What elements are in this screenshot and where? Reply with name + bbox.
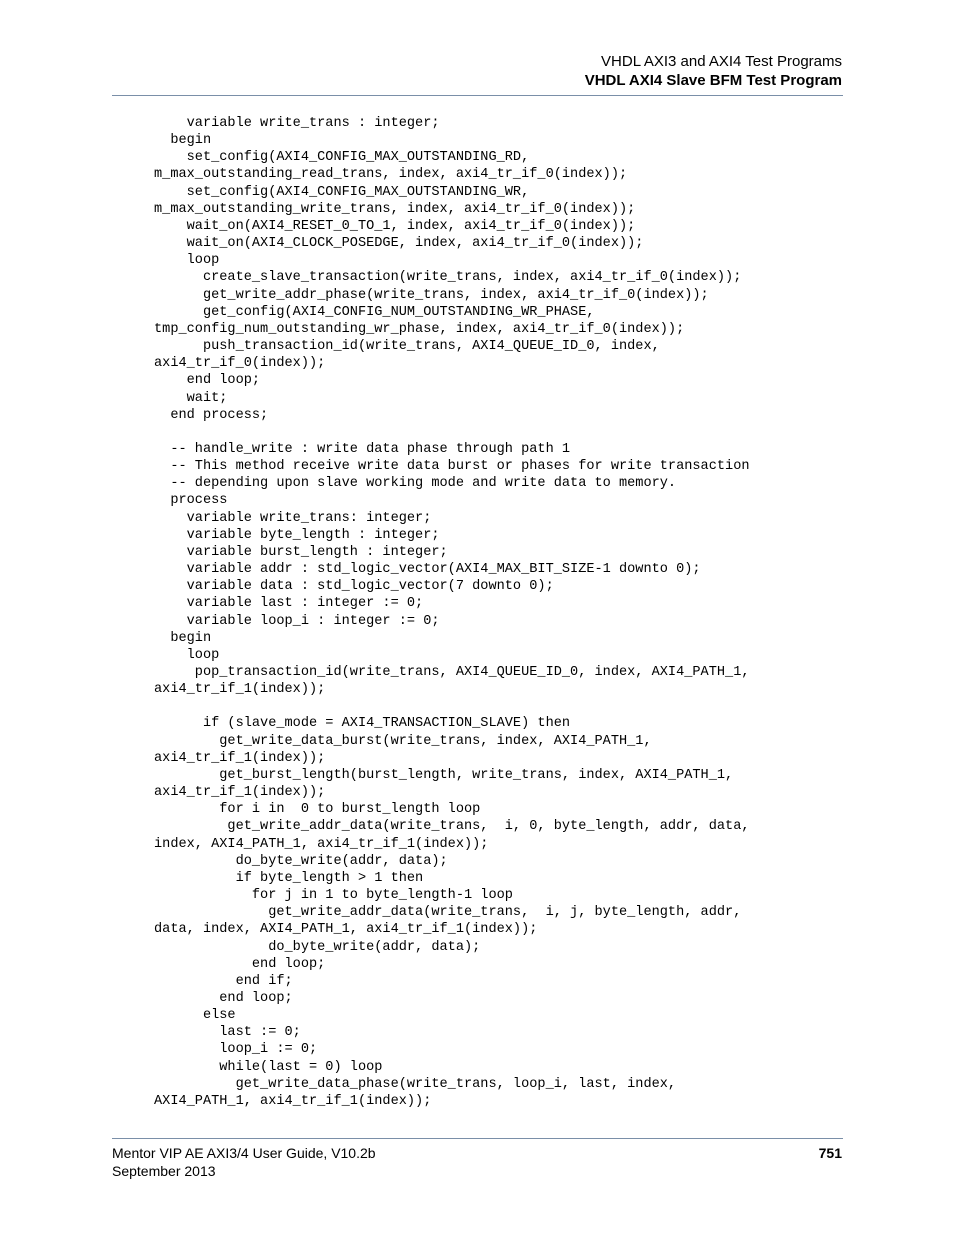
code-line: variable addr : std_logic_vector(AXI4_MAX_BIT_SIZE-1 downto 0); <box>154 562 701 578</box>
code-line: AXI4_PATH_1, axi4_tr_if_1(index)); <box>154 1093 432 1109</box>
code-line: m_max_outstanding_read_trans, index, axi4_tr_if_0(index)); <box>154 167 628 183</box>
code-line: loop_i := 0; <box>154 1042 318 1058</box>
code-line: index, AXI4_PATH_1, axi4_tr_if_1(index)); <box>154 836 489 852</box>
code-line: loop <box>154 253 220 269</box>
code-line: variable byte_length : integer; <box>154 527 440 543</box>
publication-date: September 2013 <box>112 1163 216 1179</box>
code-line: begin <box>154 133 212 149</box>
code-line: if byte_length > 1 then <box>154 870 424 886</box>
code-line: variable write_trans : integer; <box>154 116 440 131</box>
code-line: axi4_tr_if_1(index)); <box>154 785 326 801</box>
code-line: last := 0; <box>154 1025 301 1041</box>
code-line: else <box>154 1008 236 1024</box>
code-line: get_write_data_burst(write_trans, index, AXI4_PATH_1, <box>154 733 652 749</box>
page-number: 751 <box>818 1145 842 1161</box>
code-line: for i in 0 to burst_length loop <box>154 802 481 818</box>
code-line: end loop; <box>154 990 293 1006</box>
code-line: begin <box>154 630 212 646</box>
code-line: if (slave_mode = AXI4_TRANSACTION_SLAVE) then <box>154 716 571 732</box>
code-line: while(last = 0) loop <box>154 1059 383 1075</box>
footer-divider <box>112 1138 843 1139</box>
code-line: pop_transaction_id(write_trans, AXI4_QUEUE_ID_0, index, AXI4_PATH_1, <box>154 665 750 680</box>
code-line: axi4_tr_if_1(index)); <box>154 682 326 698</box>
code-line: wait_on(AXI4_CLOCK_POSEDGE, index, axi4_tr_if_0(index)); <box>154 236 644 252</box>
code-listing <box>154 115 750 1110</box>
code-line: for j in 1 to byte_length-1 loop <box>154 888 513 904</box>
code-line: axi4_tr_if_1(index)); <box>154 750 326 766</box>
chapter-title: VHDL AXI3 and AXI4 Test Programs <box>601 53 842 70</box>
code-line: variable write_trans: integer; <box>154 510 432 526</box>
code-line: end if; <box>154 973 293 989</box>
code-line: axi4_tr_if_0(index)); <box>154 356 326 372</box>
code-line: create_slave_transaction(write_trans, index, axi4_tr_if_0(index)); <box>154 270 742 286</box>
code-line: end loop; <box>154 956 326 972</box>
guide-title: Mentor VIP AE AXI3/4 User Guide, V10.2b <box>112 1145 376 1161</box>
code-line: push_transaction_id(write_trans, AXI4_QUEUE_ID_0, index, <box>154 339 660 355</box>
code-line: wait_on(AXI4_RESET_0_TO_1, index, axi4_tr_if_0(index)); <box>154 218 636 234</box>
code-line: end loop; <box>154 373 261 389</box>
code-line: m_max_outstanding_write_trans, index, axi4_tr_if_0(index)); <box>154 201 636 217</box>
code-line: tmp_config_num_outstanding_wr_phase, index, axi4_tr_if_0(index)); <box>154 321 685 337</box>
code-line: set_config(AXI4_CONFIG_MAX_OUTSTANDING_WR, <box>154 184 530 200</box>
code-line: get_write_addr_phase(write_trans, index, axi4_tr_if_0(index)); <box>154 287 709 303</box>
code-line: do_byte_write(addr, data); <box>154 853 448 869</box>
code-line: do_byte_write(addr, data); <box>154 939 481 955</box>
code-line: -- This method receive write data burst or phases for write transaction <box>154 459 750 475</box>
code-line: get_write_data_phase(write_trans, loop_i, last, index, <box>154 1076 677 1092</box>
code-line: get_config(AXI4_CONFIG_NUM_OUTSTANDING_WR_PHASE, <box>154 304 595 320</box>
code-line: variable last : integer := 0; <box>154 596 424 612</box>
section-title: VHDL AXI4 Slave BFM Test Program <box>584 72 842 89</box>
code-line: get_write_addr_data(write_trans, i, 0, byte_length, addr, data, <box>154 819 750 835</box>
code-line: data, index, AXI4_PATH_1, axi4_tr_if_1(index)); <box>154 922 538 938</box>
code-line: set_config(AXI4_CONFIG_MAX_OUTSTANDING_RD, <box>154 150 530 166</box>
code-line: process <box>154 493 228 509</box>
code-line: get_burst_length(burst_length, write_trans, index, AXI4_PATH_1, <box>154 767 734 783</box>
code-line: variable burst_length : integer; <box>154 544 448 560</box>
running-header <box>585 52 842 90</box>
code-line: variable loop_i : integer := 0; <box>154 613 440 629</box>
footer-info <box>112 1144 376 1180</box>
code-line: end process; <box>154 407 269 423</box>
code-line: wait; <box>154 390 228 406</box>
code-line: -- handle_write : write data phase through path 1 <box>154 441 571 457</box>
code-line: get_write_addr_data(write_trans, i, j, byte_length, addr, <box>154 905 742 921</box>
code-line: -- depending upon slave working mode and write data to memory. <box>154 476 677 492</box>
header-divider <box>112 95 843 96</box>
code-line: variable data : std_logic_vector(7 downto 0); <box>154 579 554 595</box>
code-line: loop <box>154 647 220 663</box>
